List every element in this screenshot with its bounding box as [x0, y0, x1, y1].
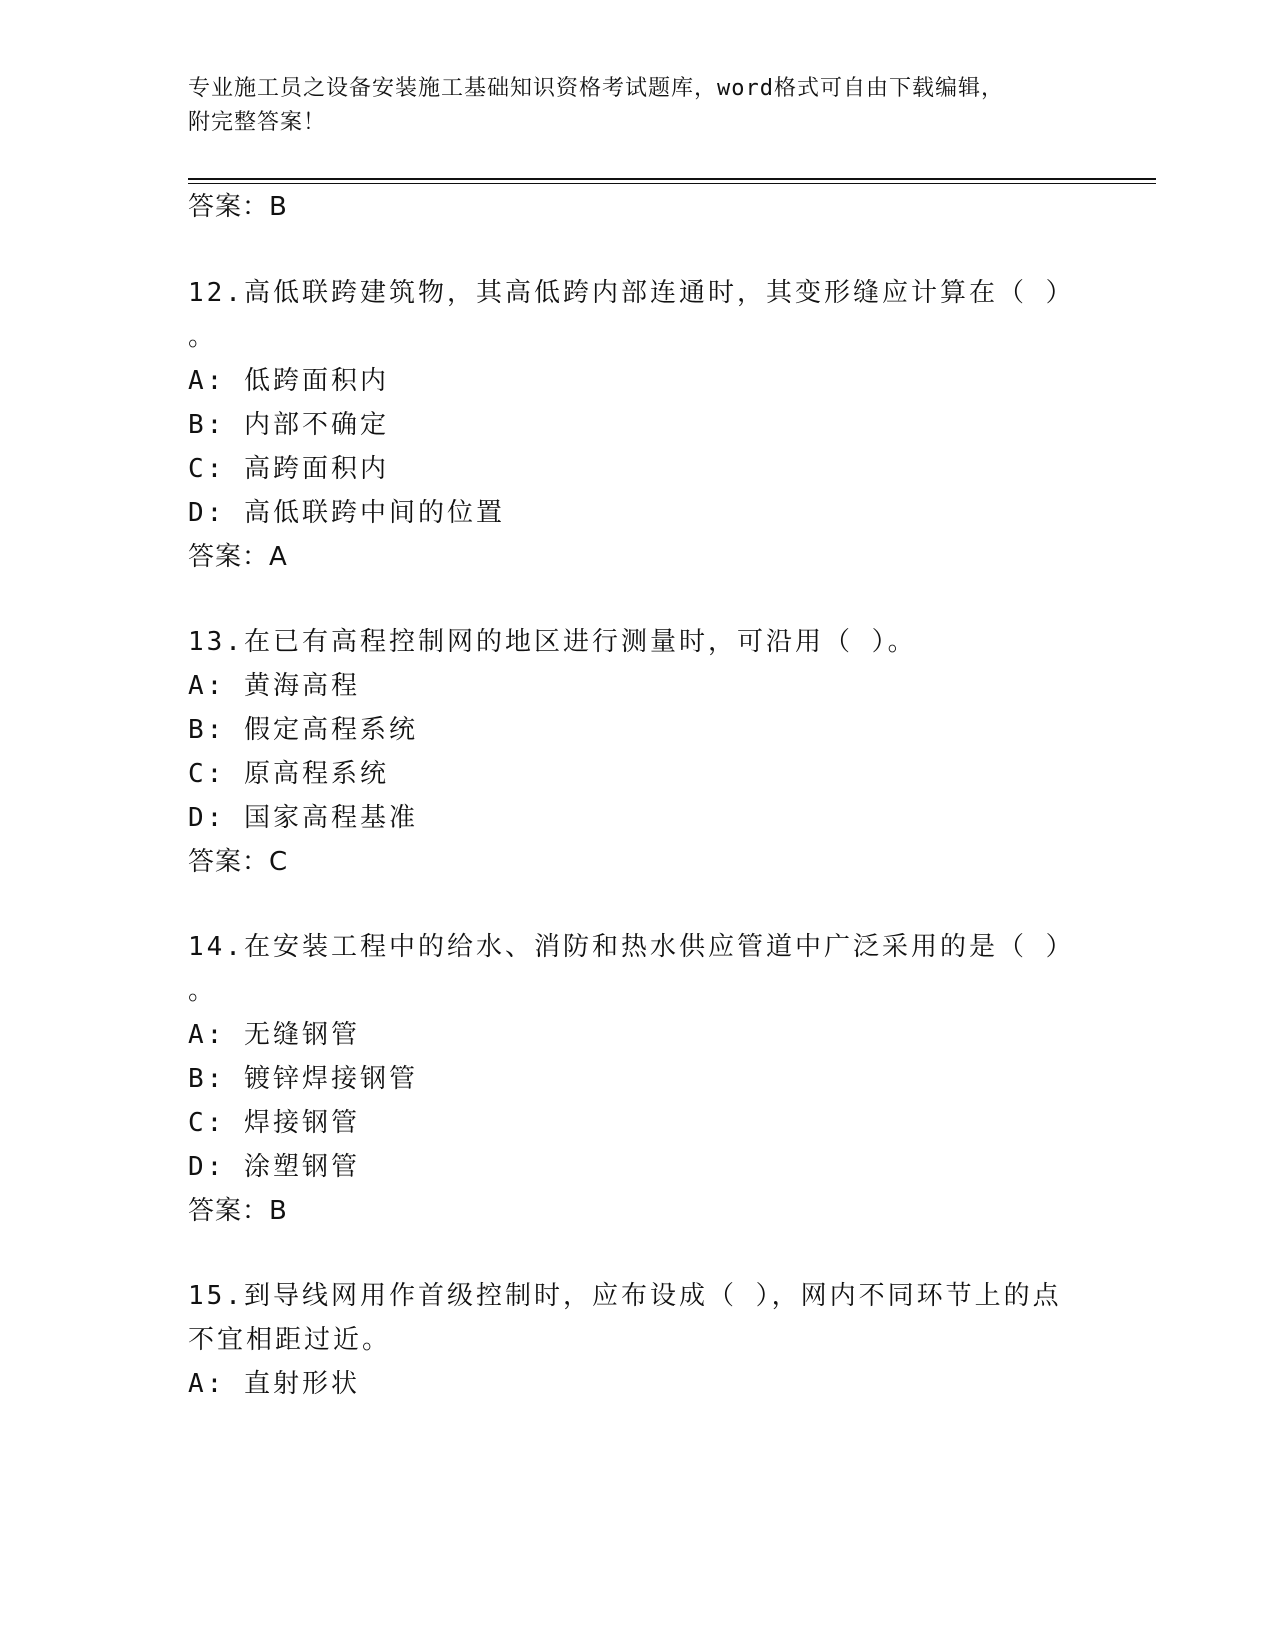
option-b: B: 镀锌焊接钢管 — [188, 1064, 418, 1094]
question-stem-continued: 。 — [188, 976, 218, 1006]
question-stem: 15.到导线网用作首级控制时，应布设成（ ），网内不同环节上的点 — [188, 1281, 1062, 1311]
option-b: B: 假定高程系统 — [188, 715, 418, 745]
question-stem-continued: 。 — [188, 322, 218, 352]
option-d: D: 涂塑钢管 — [188, 1152, 360, 1182]
answer-line: 答案：B — [188, 192, 288, 222]
question-stem: 12.高低联跨建筑物，其高低跨内部连通时，其变形缝应计算在（ ） — [188, 278, 1075, 308]
option-c: C: 焊接钢管 — [188, 1108, 360, 1138]
question-stem-continued: 不宜相距过近。 — [188, 1325, 392, 1355]
question-stem: 13.在已有高程控制网的地区进行测量时，可沿用（ ）。 — [188, 627, 917, 657]
option-b: B: 内部不确定 — [188, 410, 389, 440]
option-a: A: 无缝钢管 — [188, 1020, 360, 1050]
question-stem: 14.在安装工程中的给水、消防和热水供应管道中广泛采用的是（ ） — [188, 932, 1075, 962]
header-line-1: 专业施工员之设备安装施工基础知识资格考试题库，word格式可自由下载编辑， — [188, 76, 1004, 101]
answer-line: 答案：A — [188, 542, 288, 572]
option-c: C: 原高程系统 — [188, 759, 389, 789]
answer-line: 答案：C — [188, 847, 289, 877]
answer-line: 答案：B — [188, 1196, 288, 1226]
option-d: D: 高低联跨中间的位置 — [188, 498, 505, 528]
header-divider-thin — [188, 183, 1156, 184]
header-line-2: 附完整答案！ — [188, 110, 327, 135]
option-a: A: 低跨面积内 — [188, 366, 389, 396]
option-c: C: 高跨面积内 — [188, 454, 389, 484]
option-a: A: 直射形状 — [188, 1369, 360, 1399]
option-a: A: 黄海高程 — [188, 671, 360, 701]
header-divider-thick — [188, 178, 1156, 180]
document-header — [188, 72, 1068, 140]
option-d: D: 国家高程基准 — [188, 803, 418, 833]
